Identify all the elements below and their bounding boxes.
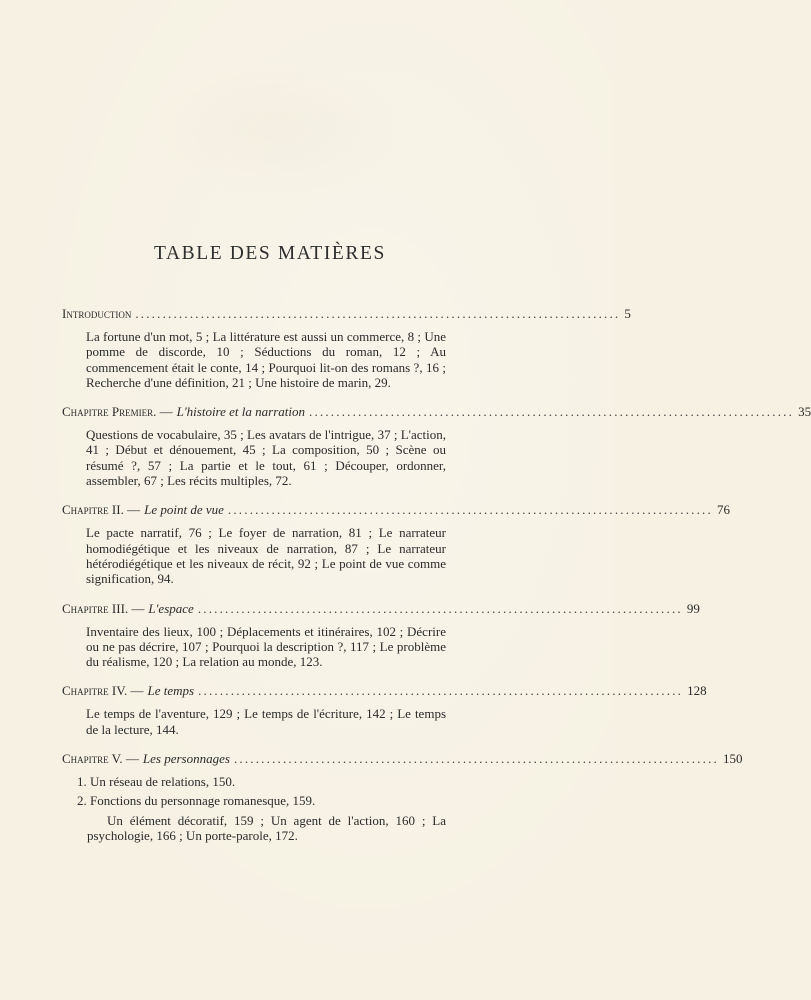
toc-entry-introduction — [62, 305, 631, 390]
dot-leader: ......................................................................................... — [135, 306, 621, 321]
entry-subtitle: L'espace — [148, 600, 194, 616]
dot-leader: ......................................................................................... — [197, 600, 683, 616]
toc-entry-chapitre-ii — [62, 501, 730, 587]
section-summary: Un élément décoratif, 159 ; Un agent de l'action, 160 ; La psychologie, 166 ; Un porte-parole, 172. — [87, 812, 446, 843]
dot-leader: ......................................................................................... — [233, 751, 719, 767]
toc-entry-chapitre-v — [62, 750, 743, 843]
entry-page-number: 150 — [723, 751, 743, 767]
entry-summary: Questions de vocabulaire, 35 ; Les avatars de l'intrigue, 37 ; L'action, 41 ; Début et dénouement, 45 ; La composition, 50 ; Scène ou résumé ?, 57 ; La partie et le tout, 61 ; Découper, ordonner, assembler, 67 ; Les récits multiples, 72. — [86, 427, 446, 489]
entry-summary: Le pacte narratif, 76 ; Le foyer de narration, 81 ; Le narrateur homodiégétique et les niveaux de narration, 87 ; Le narrateur hétérodiégétique et les niveaux de récit, 92 ; Le point de vue comme signification, 94. — [86, 525, 446, 587]
dot-leader: ......................................................................................... — [227, 502, 713, 518]
entry-label: Chapitre II. — — [62, 502, 141, 518]
entry-subtitle: L'histoire et la narration — [176, 404, 305, 420]
dot-leader: ......................................................................................... — [198, 683, 684, 699]
entry-page-number: 128 — [687, 683, 707, 699]
entry-subtitle: Les personnages — [142, 751, 230, 767]
toc-entry-chapitre-iv — [62, 682, 707, 737]
entry-summary: La fortune d'un mot, 5 ; La littérature est aussi un commerce, 8 ; Une pomme de discorde, 10 ; Séductions du roman, 12 ; Au commencement était le conte, 14 ; Pourquoi lit-on des romans ?, 16 ; Recherche d'une définition, 21 ; Une histoire de marin, 29. — [86, 329, 446, 390]
dot-leader: ......................................................................................... — [309, 404, 795, 420]
entry-label: Introduction — [62, 306, 132, 321]
entry-summary: Le temps de l'aventure, 129 ; Le temps de l'écriture, 142 ; Le temps de la lecture, 144. — [86, 706, 446, 737]
section-list — [77, 774, 446, 843]
entry-label: Chapitre Premier. — — [62, 404, 173, 420]
entry-page-number: 99 — [686, 600, 700, 616]
section-item: 1. Un réseau de relations, 150. — [77, 774, 236, 790]
toc-entry-chapitre-premier — [62, 403, 811, 489]
entry-label: Chapitre IV. — — [62, 683, 144, 699]
entry-subtitle: Le temps — [147, 683, 195, 699]
toc-entry-chapitre-iii — [62, 600, 700, 670]
paper-stain — [150, 60, 410, 200]
entry-subtitle: Le point de vue — [144, 502, 224, 518]
table-of-contents — [62, 305, 811, 856]
entry-label: Chapitre V. — — [62, 751, 139, 767]
entry-summary: Inventaire des lieux, 100 ; Déplacements et itinéraires, 102 ; Décrire ou ne pas décrire, 107 ; Pourquoi la description ?, 117 ; Le problème du réalisme, 120 ; La relation au monde, 123. — [86, 623, 446, 670]
page-title: TABLE DES MATIÈRES — [154, 243, 386, 264]
entry-label: Chapitre III. — — [62, 600, 145, 616]
entry-page-number: 76 — [716, 502, 730, 518]
entry-page-number: 35 — [798, 404, 811, 420]
entry-page-number: 5 — [624, 306, 631, 321]
section-item: 2. Fonctions du personnage romanesque, 159. — [77, 793, 316, 809]
